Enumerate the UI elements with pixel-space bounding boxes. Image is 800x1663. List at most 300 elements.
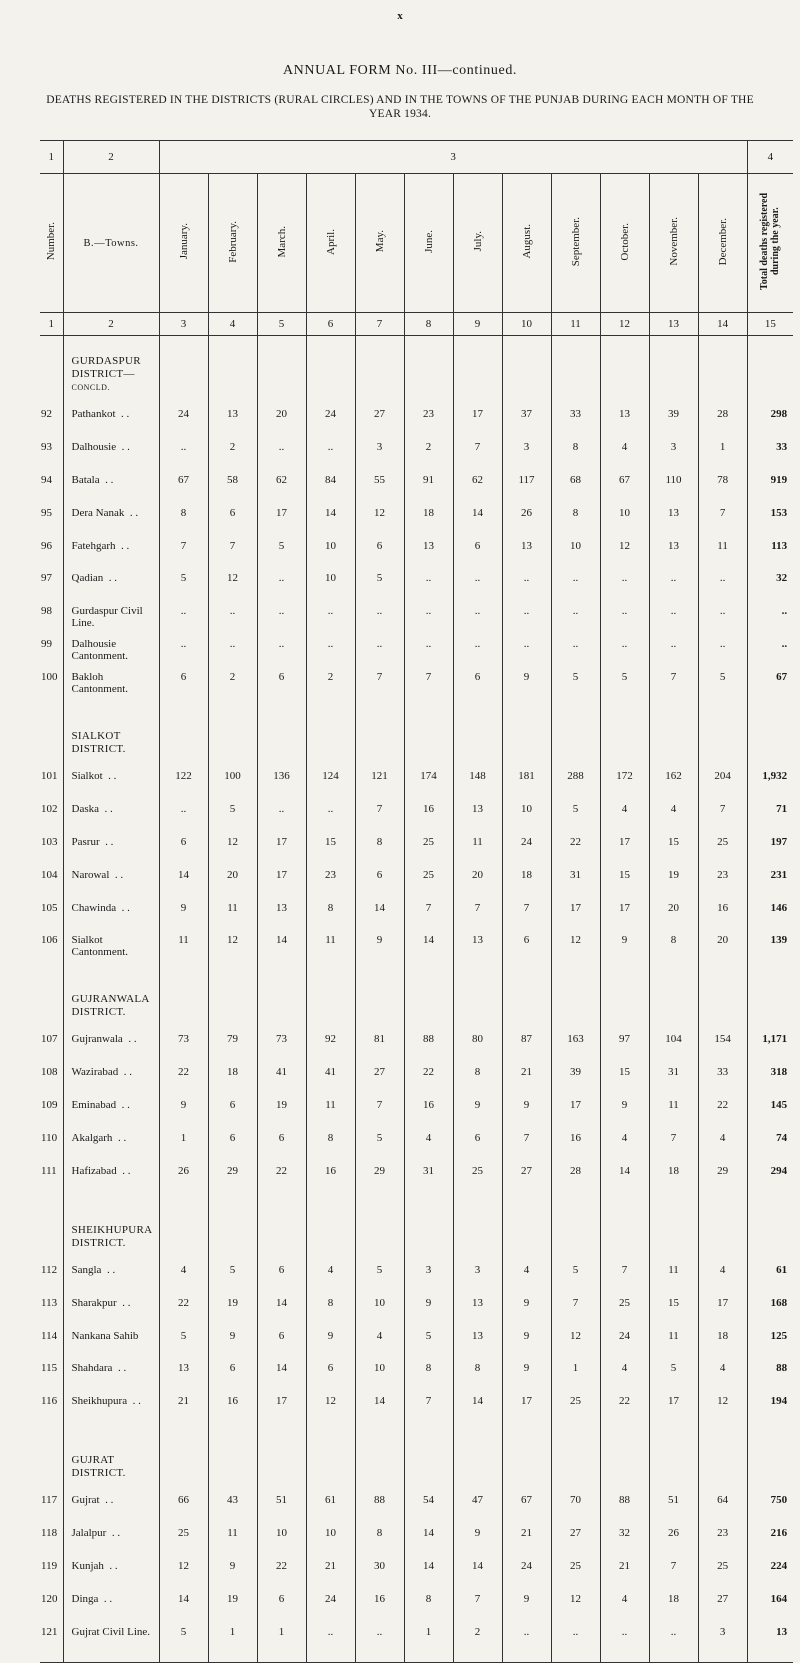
row-number: 119: [40, 1554, 63, 1587]
leader-dots: . .: [127, 1395, 141, 1408]
town-name-text: Bakloh Cantonment.: [71, 671, 129, 696]
month-value: 5: [355, 566, 404, 599]
month-value: 8: [453, 1356, 502, 1389]
month-value: ..: [257, 599, 306, 632]
month-value: 104: [649, 1027, 698, 1060]
table-row: [40, 1620, 793, 1663]
total-value: 67: [747, 665, 793, 698]
town-name: [63, 501, 159, 534]
town-name: [63, 1093, 159, 1126]
town-name-text: Jalalpur: [71, 1527, 107, 1540]
empty-cell: [159, 336, 208, 403]
district-title: SHEIKHUPURA DISTRICT.: [71, 1223, 152, 1249]
month-value: 25: [159, 1521, 208, 1554]
month-value: 26: [159, 1159, 208, 1192]
row-number: 92: [40, 402, 63, 435]
total-value: 146: [747, 896, 793, 929]
empty-cell: [40, 336, 63, 403]
leader-dots: . .: [99, 473, 114, 486]
table-row: [40, 1356, 793, 1389]
month-value: 12: [600, 534, 649, 567]
town-name: [63, 402, 159, 435]
leader-dots: . .: [99, 802, 113, 815]
month-value: 4: [600, 1587, 649, 1620]
month-value: 5: [159, 1620, 208, 1663]
month-value: 18: [698, 1324, 747, 1357]
month-value: 2: [404, 435, 453, 468]
month-value: 6: [159, 830, 208, 863]
month-value: 15: [649, 1291, 698, 1324]
month-value: 7: [649, 665, 698, 698]
month-value: ..: [208, 632, 257, 665]
month-value: 121: [355, 764, 404, 797]
month-value: ..: [551, 599, 600, 632]
month-value: 8: [159, 501, 208, 534]
empty-cell: [551, 961, 600, 1027]
month-value: 9: [502, 1291, 551, 1324]
month-value: ..: [649, 1620, 698, 1663]
month-value: 20: [257, 402, 306, 435]
month-value: 7: [502, 1126, 551, 1159]
month-value: 10: [257, 1521, 306, 1554]
month-value: 14: [404, 1554, 453, 1587]
month-value: 162: [649, 764, 698, 797]
town-name: [63, 1356, 159, 1389]
town-name: [63, 1389, 159, 1422]
total-value: 145: [747, 1093, 793, 1126]
town-name-text: Shahdara: [71, 1362, 113, 1375]
leader-dots: . .: [116, 1099, 130, 1112]
row-number: 114: [40, 1324, 63, 1357]
month-header: September.: [551, 174, 600, 313]
table-row: [40, 1093, 793, 1126]
month-value: 3: [698, 1620, 747, 1663]
month-value: 68: [551, 468, 600, 501]
month-value: 9: [159, 1093, 208, 1126]
empty-cell: [40, 1422, 63, 1488]
town-name: [63, 1324, 159, 1357]
month-value: 5: [551, 665, 600, 698]
month-value: 7: [551, 1291, 600, 1324]
empty-cell: [600, 698, 649, 764]
month-header: April.: [306, 174, 355, 313]
empty-cell: [698, 1422, 747, 1488]
month-value: 17: [257, 501, 306, 534]
month-value: 88: [404, 1027, 453, 1060]
total-value: 919: [747, 468, 793, 501]
total-value: 294: [747, 1159, 793, 1192]
form-subtitle: DEATHS REGISTERED IN THE DISTRICTS (RURAL CIRCLES) AND IN THE TOWNS OF THE PUNJAB DURING EACH MONTH OF THE YEAR 1934.: [46, 94, 754, 120]
month-value: 14: [257, 1356, 306, 1389]
row-number: 109: [40, 1093, 63, 1126]
table-row: [40, 1587, 793, 1620]
empty-cell: [306, 961, 355, 1027]
table-row: [40, 1258, 793, 1291]
town-name: [63, 468, 159, 501]
month-value: 88: [600, 1488, 649, 1521]
column-number: 6: [306, 313, 355, 336]
row-number: 108: [40, 1060, 63, 1093]
month-value: 23: [698, 1521, 747, 1554]
month-value: 2: [453, 1620, 502, 1663]
month-value: 24: [306, 1587, 355, 1620]
month-value: 4: [649, 797, 698, 830]
month-value: 39: [551, 1060, 600, 1093]
month-value: 1: [257, 1620, 306, 1663]
row-number: 99: [40, 632, 63, 665]
column-number-row: [40, 313, 793, 336]
month-value: 11: [649, 1324, 698, 1357]
row-number: 118: [40, 1521, 63, 1554]
total-value: 1,932: [747, 764, 793, 797]
month-value: 4: [600, 797, 649, 830]
month-value: 17: [698, 1291, 747, 1324]
month-value: 67: [600, 468, 649, 501]
table-row: [40, 402, 793, 435]
table-row: [40, 830, 793, 863]
month-value: 16: [404, 797, 453, 830]
month-value: ..: [453, 566, 502, 599]
month-value: 3: [404, 1258, 453, 1291]
empty-cell: [404, 698, 453, 764]
month-value: 23: [404, 402, 453, 435]
month-value: 7: [159, 534, 208, 567]
month-value: 11: [208, 1521, 257, 1554]
empty-cell: [502, 336, 551, 403]
month-value: 6: [257, 1587, 306, 1620]
total-value: 164: [747, 1587, 793, 1620]
table-row: [40, 1027, 793, 1060]
month-value: 16: [551, 1126, 600, 1159]
month-value: 81: [355, 1027, 404, 1060]
month-value: 8: [551, 501, 600, 534]
month-value: ..: [355, 599, 404, 632]
town-name-text: Eminabad: [71, 1099, 117, 1112]
month-value: 29: [698, 1159, 747, 1192]
month-header: March.: [257, 174, 306, 313]
month-value: 5: [355, 1258, 404, 1291]
town-name-text: Batala: [71, 473, 100, 486]
empty-cell: [404, 336, 453, 403]
month-header: October.: [600, 174, 649, 313]
leader-dots: . .: [116, 901, 130, 914]
month-value: 4: [600, 1126, 649, 1159]
empty-cell: [551, 698, 600, 764]
month-value: 54: [404, 1488, 453, 1521]
town-name-text: Pasrur: [71, 835, 100, 848]
month-value: 27: [355, 402, 404, 435]
month-value: 5: [208, 797, 257, 830]
month-value: 73: [257, 1027, 306, 1060]
month-value: 4: [600, 1356, 649, 1389]
month-header: June.: [404, 174, 453, 313]
town-name: [63, 1620, 159, 1663]
leader-dots: . .: [118, 1066, 132, 1079]
month-header: July.: [453, 174, 502, 313]
month-value: 6: [208, 1126, 257, 1159]
month-value: 6: [159, 665, 208, 698]
empty-cell: [649, 698, 698, 764]
town-name-text: Gujrat Civil Line.: [71, 1625, 151, 1638]
month-header: August.: [502, 174, 551, 313]
month-value: 14: [355, 1389, 404, 1422]
row-number: 117: [40, 1488, 63, 1521]
month-value: ..: [159, 435, 208, 468]
month-value: 87: [502, 1027, 551, 1060]
month-value: ..: [551, 566, 600, 599]
month-value: 10: [306, 1521, 355, 1554]
month-value: 11: [649, 1258, 698, 1291]
district-name: [63, 961, 159, 1027]
town-name-text: Chawinda: [71, 901, 117, 914]
district-title: GUJRANWALA DISTRICT.: [71, 993, 150, 1019]
month-value: 288: [551, 764, 600, 797]
month-value: 8: [306, 1291, 355, 1324]
month-value: 14: [159, 1587, 208, 1620]
month-value: 80: [453, 1027, 502, 1060]
month-value: 24: [159, 402, 208, 435]
month-value: 9: [502, 665, 551, 698]
town-name-text: Gurdaspur Civil Line.: [71, 605, 143, 630]
month-value: 20: [698, 928, 747, 961]
empty-cell: [600, 961, 649, 1027]
row-number: 110: [40, 1126, 63, 1159]
month-value: ..: [502, 566, 551, 599]
month-value: ..: [306, 632, 355, 665]
month-value: 6: [355, 863, 404, 896]
month-value: 18: [649, 1587, 698, 1620]
month-value: 11: [159, 928, 208, 961]
empty-cell: [453, 698, 502, 764]
month-value: 4: [698, 1356, 747, 1389]
row-number: 120: [40, 1587, 63, 1620]
month-value: 7: [404, 896, 453, 929]
month-value: 7: [355, 797, 404, 830]
district-note: CONCLD.: [71, 383, 110, 392]
month-value: 18: [404, 501, 453, 534]
empty-cell: [306, 336, 355, 403]
month-value: 5: [551, 797, 600, 830]
month-value: 6: [453, 534, 502, 567]
month-value: 62: [257, 468, 306, 501]
month-value: 25: [698, 830, 747, 863]
leader-dots: . .: [103, 1560, 118, 1573]
town-name-text: Sialkot: [71, 770, 103, 783]
table-row: [40, 1488, 793, 1521]
empty-cell: [453, 961, 502, 1027]
month-value: 6: [306, 1356, 355, 1389]
town-name: [63, 435, 159, 468]
town-name-text: Nankana Sahib: [71, 1329, 139, 1342]
empty-cell: [355, 1192, 404, 1258]
month-value: 7: [355, 665, 404, 698]
town-name-text: Sangla: [71, 1263, 102, 1276]
table-row: [40, 665, 793, 698]
month-value: 7: [698, 501, 747, 534]
month-value: 181: [502, 764, 551, 797]
empty-cell: [453, 336, 502, 403]
month-value: 22: [404, 1060, 453, 1093]
town-name: [63, 599, 159, 632]
month-value: 6: [208, 1356, 257, 1389]
empty-cell: [355, 1422, 404, 1488]
month-value: 29: [208, 1159, 257, 1192]
empty-cell: [257, 336, 306, 403]
month-value: 1: [159, 1126, 208, 1159]
month-value: ..: [306, 1620, 355, 1663]
empty-cell: [551, 1192, 600, 1258]
month-value: 1: [551, 1356, 600, 1389]
town-name-text: Hafizabad: [71, 1164, 117, 1177]
table-row: [40, 566, 793, 599]
month-value: 1: [698, 435, 747, 468]
month-value: 31: [649, 1060, 698, 1093]
empty-cell: [453, 1192, 502, 1258]
month-value: 9: [600, 928, 649, 961]
month-value: 18: [208, 1060, 257, 1093]
empty-cell: [453, 1422, 502, 1488]
total-value: 153: [747, 501, 793, 534]
month-value: 13: [502, 534, 551, 567]
town-name: [63, 797, 159, 830]
town-name: [63, 534, 159, 567]
month-value: 19: [208, 1587, 257, 1620]
month-value: 12: [208, 928, 257, 961]
month-value: 24: [600, 1324, 649, 1357]
page-marker: x: [397, 10, 403, 22]
month-value: 100: [208, 764, 257, 797]
leader-dots: . .: [115, 408, 130, 420]
empty-cell: [649, 1422, 698, 1488]
table-row: [40, 1060, 793, 1093]
month-value: 4: [306, 1258, 355, 1291]
month-value: 10: [600, 501, 649, 534]
month-value: ..: [600, 632, 649, 665]
month-value: 8: [306, 896, 355, 929]
month-value: 4: [600, 435, 649, 468]
town-name: [63, 1027, 159, 1060]
month-value: 12: [159, 1554, 208, 1587]
month-value: 13: [453, 1324, 502, 1357]
row-number: 98: [40, 599, 63, 632]
month-value: ..: [502, 632, 551, 665]
total-value: 71: [747, 797, 793, 830]
total-value: 318: [747, 1060, 793, 1093]
month-value: 12: [551, 1587, 600, 1620]
month-value: 14: [453, 1389, 502, 1422]
month-value: 25: [551, 1389, 600, 1422]
town-name-text: Gujrat: [71, 1494, 100, 1507]
towns-header: B.—Towns.: [63, 174, 159, 313]
table-row: [40, 534, 793, 567]
row-number: 97: [40, 566, 63, 599]
group-number: 3: [159, 141, 747, 174]
month-value: 20: [649, 896, 698, 929]
leader-dots: . .: [124, 506, 139, 519]
month-value: 16: [698, 896, 747, 929]
month-value: 21: [502, 1521, 551, 1554]
month-value: 9: [502, 1356, 551, 1389]
leader-dots: . .: [116, 440, 130, 453]
month-value: 2: [208, 435, 257, 468]
month-value: 70: [551, 1488, 600, 1521]
column-number: 4: [208, 313, 257, 336]
month-value: 21: [600, 1554, 649, 1587]
month-value: 9: [502, 1587, 551, 1620]
month-value: 12: [551, 928, 600, 961]
month-value: 8: [404, 1356, 453, 1389]
month-value: ..: [649, 566, 698, 599]
month-value: 9: [453, 1093, 502, 1126]
month-value: 8: [551, 435, 600, 468]
town-name: [63, 1554, 159, 1587]
month-value: 47: [453, 1488, 502, 1521]
empty-cell: [747, 336, 793, 403]
month-value: 23: [306, 863, 355, 896]
month-value: 20: [453, 863, 502, 896]
month-value: 55: [355, 468, 404, 501]
town-name-text: Kunjah: [71, 1560, 104, 1573]
month-value: ..: [502, 599, 551, 632]
empty-cell: [551, 336, 600, 403]
month-value: 11: [698, 534, 747, 567]
month-value: ..: [551, 1620, 600, 1663]
month-value: 14: [355, 896, 404, 929]
month-value: ..: [600, 566, 649, 599]
empty-cell: [404, 1422, 453, 1488]
month-value: ..: [600, 599, 649, 632]
town-name-text: Sharakpur: [71, 1296, 117, 1309]
empty-cell: [404, 1192, 453, 1258]
month-value: ..: [551, 632, 600, 665]
district-name: [63, 336, 159, 403]
empty-cell: [257, 1192, 306, 1258]
month-value: ..: [257, 797, 306, 830]
district-title: GURDASPUR DISTRICT—: [71, 355, 141, 380]
column-number: 10: [502, 313, 551, 336]
district-row: [40, 1422, 793, 1488]
district-row: [40, 698, 793, 764]
month-value: ..: [257, 435, 306, 468]
month-value: 6: [453, 1126, 502, 1159]
month-value: 16: [355, 1587, 404, 1620]
town-name: [63, 1258, 159, 1291]
empty-cell: [502, 1422, 551, 1488]
total-value: 74: [747, 1126, 793, 1159]
month-value: ..: [698, 566, 747, 599]
town-name: [63, 830, 159, 863]
month-value: 8: [404, 1587, 453, 1620]
leader-dots: . .: [112, 1132, 127, 1145]
table-body: [40, 336, 793, 1663]
month-value: 92: [306, 1027, 355, 1060]
empty-cell: [747, 961, 793, 1027]
month-value: 7: [208, 534, 257, 567]
empty-cell: [502, 1192, 551, 1258]
month-value: 9: [502, 1093, 551, 1126]
month-value: 117: [502, 468, 551, 501]
header-row: [40, 174, 793, 313]
month-value: 5: [404, 1324, 453, 1357]
empty-cell: [355, 698, 404, 764]
month-value: ..: [306, 599, 355, 632]
empty-cell: [208, 336, 257, 403]
column-number: 8: [404, 313, 453, 336]
town-name-text: Dinga: [71, 1592, 99, 1605]
month-value: 9: [453, 1521, 502, 1554]
row-number: 104: [40, 863, 63, 896]
month-value: 25: [698, 1554, 747, 1587]
